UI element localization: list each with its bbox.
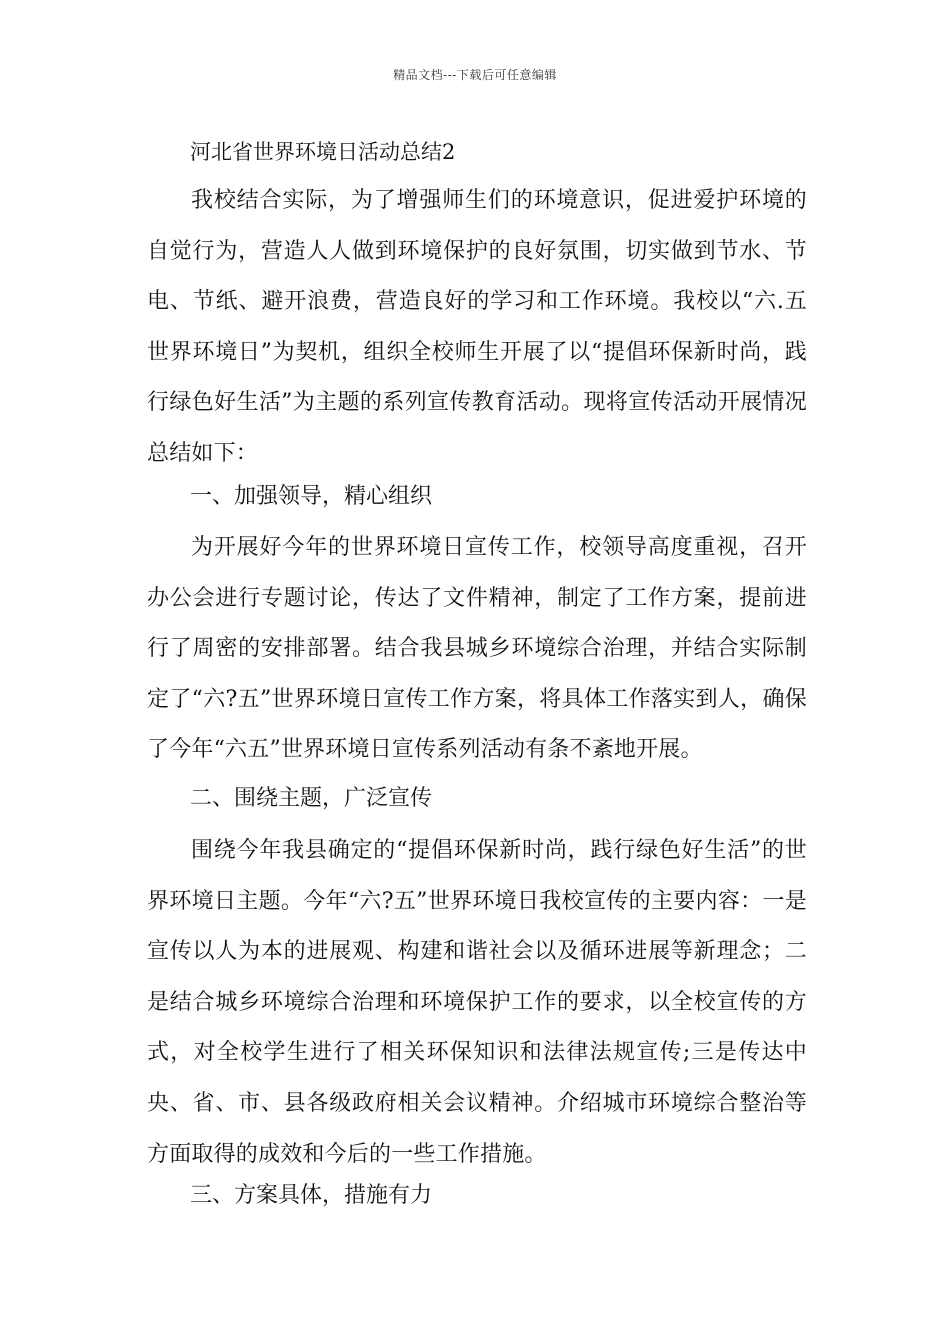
paragraph-intro: 我校结合实际，为了增强师生们的环境意识，促进爱护环境的自觉行为，营造人人做到环境保护的良好氛围，切实做到节水、节电、节纸、避开浪费，营造良好的学习和工作环境。我校以“六.五世界环境日”为契机，组织全校师生开展了以“提倡环保新时尚，践行绿色好生活”为主题的系列宣传教育活动。现将宣传活动开展情况总结如下： [147, 188, 807, 466]
section-heading-1: 一、加强领导，精心组织 [190, 484, 433, 509]
section-heading-2: 二、围绕主题，广泛宣传 [190, 786, 433, 811]
paragraph-section-2: 围绕今年我县确定的“提倡环保新时尚，践行绿色好生活”的世界环境日主题。今年“六?五”世界环境日我校宣传的主要内容：一是宣传以人为本的进展观、构建和谐社会以及循环进展等新理念；二是结合城乡环境综合治理和环境保护工作的要求，以全校宣传的方式，对全校学生进行了相关环保知识和法律法规宣传;三是传达中央、省、市、县各级政府相关会议精神。介绍城市环境综合整治等方面取得的成效和今后的一些工作措施。 [147, 838, 807, 1167]
section-heading-3: 三、方案具体，措施有力 [190, 1183, 433, 1208]
paragraph-section-1: 为开展好今年的世界环境日宣传工作，校领导高度重视，召开办公会进行专题讨论，传达了文件精神，制定了工作方案，提前进行了周密的安排部署。结合我县城乡环境综合治理，并结合实际制定了“六?五”世界环境日宣传工作方案，将具体工作落实到人，确保了今年“六五”世界环境日宣传系列活动有条不紊地开展。 [147, 535, 807, 763]
page-header: 精品文档---下载后可任意编辑 [393, 68, 557, 82]
document-title: 河北省世界环境日活动总结2 [190, 140, 456, 164]
